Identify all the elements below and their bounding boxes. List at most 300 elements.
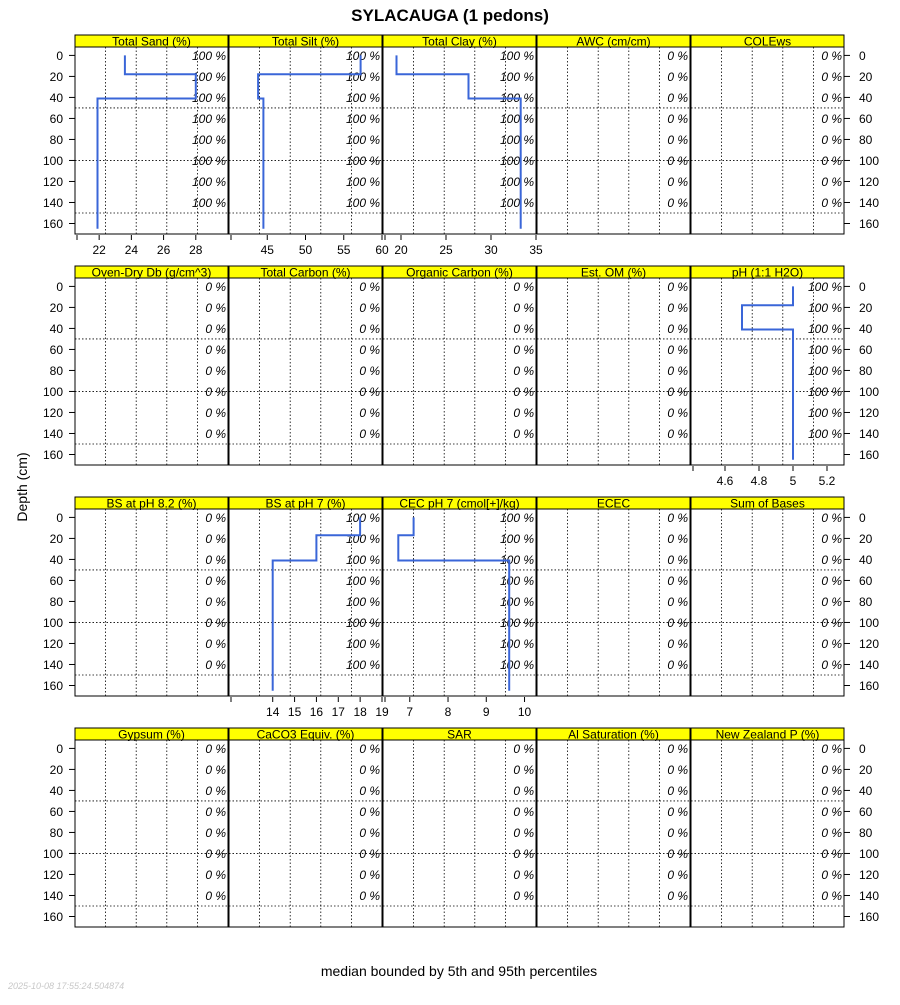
panel-strip-label: Total Clay (%) bbox=[422, 34, 497, 49]
pct-label: 0 % bbox=[667, 195, 688, 210]
pct-label: 100 % bbox=[191, 174, 226, 189]
pct-label: 0 % bbox=[205, 783, 226, 798]
panel-strip-label: COLEws bbox=[743, 34, 792, 49]
y-tick-label-right: 0 bbox=[859, 48, 866, 63]
pct-label: 100 % bbox=[499, 48, 534, 63]
pct-label: 0 % bbox=[667, 90, 688, 105]
y-tick-label-right: 100 bbox=[859, 846, 880, 861]
panel-strip-label: CaCO3 Equiv. (%) bbox=[256, 727, 355, 742]
pct-label: 0 % bbox=[205, 279, 226, 294]
pct-label: 0 % bbox=[513, 846, 534, 861]
y-tick-label: 20 bbox=[49, 762, 63, 777]
pct-label: 0 % bbox=[821, 804, 842, 819]
x-tick-label: 26 bbox=[156, 243, 171, 257]
pct-label: 0 % bbox=[667, 573, 688, 588]
y-tick-label-right: 80 bbox=[859, 363, 873, 378]
y-tick-label-right: 40 bbox=[859, 552, 873, 567]
pct-label: 0 % bbox=[821, 111, 842, 126]
pct-label: 0 % bbox=[667, 615, 688, 630]
x-tick-label: 55 bbox=[337, 243, 351, 257]
y-tick-label-right: 140 bbox=[859, 426, 880, 441]
pct-label: 0 % bbox=[667, 384, 688, 399]
pct-label: 0 % bbox=[359, 846, 380, 861]
y-tick-label: 0 bbox=[56, 48, 63, 63]
panel-strip-label: Est. OM (%) bbox=[580, 265, 647, 280]
panel-total-silt bbox=[229, 35, 389, 258]
pct-label: 0 % bbox=[667, 300, 688, 315]
y-tick-label: 100 bbox=[42, 384, 63, 399]
pct-label: 0 % bbox=[205, 888, 226, 903]
pct-label: 0 % bbox=[359, 321, 380, 336]
panel-strip-label: Total Sand (%) bbox=[112, 34, 191, 49]
panel-strip-label: New Zealand P (%) bbox=[715, 727, 820, 742]
pct-label: 100 % bbox=[499, 90, 534, 105]
pct-label: 100 % bbox=[191, 111, 226, 126]
y-tick-label: 0 bbox=[56, 510, 63, 525]
pct-label: 100 % bbox=[499, 657, 534, 672]
panel-strip-label: BS at pH 7 (%) bbox=[265, 496, 346, 511]
pct-label: 0 % bbox=[513, 762, 534, 777]
y-tick-label: 160 bbox=[42, 678, 63, 693]
pct-label: 0 % bbox=[667, 762, 688, 777]
pct-label: 0 % bbox=[821, 510, 842, 525]
y-tick-label-right: 80 bbox=[859, 594, 873, 609]
pct-label: 100 % bbox=[345, 132, 380, 147]
pct-label: 0 % bbox=[205, 867, 226, 882]
pct-label: 0 % bbox=[821, 657, 842, 672]
pct-label: 0 % bbox=[359, 384, 380, 399]
pct-label: 100 % bbox=[499, 531, 534, 546]
panel-strip-label: Organic Carbon (%) bbox=[406, 265, 513, 280]
y-tick-label-right: 40 bbox=[859, 90, 873, 105]
pct-label: 100 % bbox=[345, 636, 380, 651]
pct-label: 0 % bbox=[513, 342, 534, 357]
x-tick-label: 5.2 bbox=[818, 474, 836, 488]
pct-label: 0 % bbox=[205, 426, 226, 441]
pct-label: 0 % bbox=[205, 741, 226, 756]
pct-label: 0 % bbox=[667, 741, 688, 756]
pct-label: 0 % bbox=[667, 321, 688, 336]
pct-label: 100 % bbox=[345, 552, 380, 567]
pct-label: 0 % bbox=[667, 174, 688, 189]
panel-strip-label: AWC (cm/cm) bbox=[576, 34, 651, 49]
y-tick-label: 120 bbox=[42, 405, 63, 420]
y-tick-label: 0 bbox=[56, 279, 63, 294]
x-tick-label: 5 bbox=[789, 474, 797, 488]
y-tick-label: 60 bbox=[49, 573, 63, 588]
panel-strip-label: Oven-Dry Db (g/cm^3) bbox=[91, 265, 212, 280]
pct-label: 0 % bbox=[359, 300, 380, 315]
y-tick-label-right: 80 bbox=[859, 132, 873, 147]
y-tick-label-right: 0 bbox=[859, 741, 866, 756]
panel-grid bbox=[43, 35, 879, 928]
y-tick-label-right: 120 bbox=[859, 867, 880, 882]
pct-label: 0 % bbox=[359, 741, 380, 756]
pct-label: 0 % bbox=[359, 762, 380, 777]
y-tick-label-right: 120 bbox=[859, 636, 880, 651]
pct-label: 0 % bbox=[821, 594, 842, 609]
pct-label: 100 % bbox=[345, 573, 380, 588]
pct-label: 100 % bbox=[807, 342, 842, 357]
pct-label: 100 % bbox=[499, 510, 534, 525]
y-tick-label: 40 bbox=[49, 90, 63, 105]
pct-label: 0 % bbox=[205, 846, 226, 861]
x-tick-label: 14 bbox=[266, 705, 280, 719]
panel-strip-label: pH (1:1 H2O) bbox=[731, 265, 804, 280]
y-tick-label-right: 140 bbox=[859, 888, 880, 903]
pct-label: 100 % bbox=[807, 321, 842, 336]
x-tick-label: 10 bbox=[517, 705, 532, 719]
pct-label: 0 % bbox=[667, 804, 688, 819]
y-tick-label-right: 20 bbox=[859, 300, 873, 315]
pct-label: 0 % bbox=[205, 636, 226, 651]
panel-gypsum bbox=[43, 728, 228, 928]
pct-label: 0 % bbox=[513, 867, 534, 882]
y-tick-label: 100 bbox=[42, 846, 63, 861]
y-tick-label-right: 40 bbox=[859, 783, 873, 798]
x-tick-label: 35 bbox=[529, 243, 543, 257]
pct-label: 100 % bbox=[499, 153, 534, 168]
pct-label: 0 % bbox=[513, 279, 534, 294]
x-tick-label: 4.6 bbox=[716, 474, 734, 488]
panel-caco3-equiv bbox=[229, 728, 382, 928]
x-tick-label: 20 bbox=[394, 243, 408, 257]
pct-label: 0 % bbox=[513, 426, 534, 441]
pct-label: 0 % bbox=[205, 342, 226, 357]
pct-label: 0 % bbox=[821, 615, 842, 630]
pct-label: 100 % bbox=[345, 195, 380, 210]
y-tick-label-right: 160 bbox=[859, 216, 880, 231]
y-tick-label-right: 0 bbox=[859, 510, 866, 525]
panel-strip-label: BS at pH 8.2 (%) bbox=[106, 496, 197, 511]
pct-label: 0 % bbox=[513, 783, 534, 798]
pct-label: 0 % bbox=[667, 636, 688, 651]
pct-label: 100 % bbox=[345, 69, 380, 84]
pct-label: 0 % bbox=[667, 426, 688, 441]
pct-label: 0 % bbox=[205, 363, 226, 378]
pct-label: 0 % bbox=[821, 174, 842, 189]
y-tick-label-right: 80 bbox=[859, 825, 873, 840]
pct-label: 0 % bbox=[667, 552, 688, 567]
pct-label: 100 % bbox=[345, 90, 380, 105]
y-tick-label: 80 bbox=[49, 132, 63, 147]
pct-label: 0 % bbox=[513, 405, 534, 420]
pct-label: 100 % bbox=[499, 594, 534, 609]
y-tick-label: 80 bbox=[49, 363, 63, 378]
pct-label: 0 % bbox=[205, 615, 226, 630]
y-tick-label: 120 bbox=[42, 636, 63, 651]
y-tick-label-right: 20 bbox=[859, 531, 873, 546]
pct-label: 0 % bbox=[821, 846, 842, 861]
y-tick-label: 140 bbox=[42, 195, 63, 210]
panel-cec-ph-7-cmol-kg bbox=[383, 497, 536, 720]
y-tick-label: 40 bbox=[49, 552, 63, 567]
pct-label: 100 % bbox=[345, 615, 380, 630]
pct-label: 0 % bbox=[667, 132, 688, 147]
pct-label: 0 % bbox=[359, 363, 380, 378]
y-tick-label-right: 60 bbox=[859, 804, 873, 819]
panel-ecec bbox=[537, 497, 690, 697]
pct-label: 0 % bbox=[359, 405, 380, 420]
y-tick-label-right: 120 bbox=[859, 405, 880, 420]
pct-label: 0 % bbox=[821, 825, 842, 840]
y-tick-label: 20 bbox=[49, 531, 63, 546]
pct-label: 100 % bbox=[499, 573, 534, 588]
panel-est-om bbox=[537, 266, 690, 466]
y-tick-label-right: 100 bbox=[859, 384, 880, 399]
pct-label: 0 % bbox=[513, 888, 534, 903]
x-tick-label: 4.8 bbox=[750, 474, 768, 488]
y-tick-label: 160 bbox=[42, 909, 63, 924]
y-tick-label: 120 bbox=[42, 174, 63, 189]
pct-label: 100 % bbox=[345, 510, 380, 525]
pct-label: 0 % bbox=[667, 846, 688, 861]
panel-total-sand bbox=[43, 35, 228, 258]
pct-label: 0 % bbox=[205, 531, 226, 546]
pct-label: 0 % bbox=[821, 867, 842, 882]
pct-label: 100 % bbox=[807, 384, 842, 399]
pct-label: 100 % bbox=[191, 90, 226, 105]
panel-strip-label: Gypsum (%) bbox=[118, 727, 185, 742]
x-tick-label: 30 bbox=[484, 243, 498, 257]
pct-label: 0 % bbox=[667, 888, 688, 903]
panel-sum-of-bases bbox=[691, 497, 879, 697]
pct-label: 0 % bbox=[205, 552, 226, 567]
pct-label: 0 % bbox=[667, 111, 688, 126]
pct-label: 0 % bbox=[821, 573, 842, 588]
median-line bbox=[398, 517, 509, 690]
median-line bbox=[98, 55, 196, 228]
pct-label: 100 % bbox=[499, 69, 534, 84]
pct-label: 100 % bbox=[499, 174, 534, 189]
pct-label: 0 % bbox=[667, 363, 688, 378]
pct-label: 100 % bbox=[499, 195, 534, 210]
pct-label: 100 % bbox=[345, 657, 380, 672]
pct-label: 100 % bbox=[345, 153, 380, 168]
pct-label: 100 % bbox=[807, 405, 842, 420]
pct-label: 100 % bbox=[191, 153, 226, 168]
pct-label: 0 % bbox=[667, 657, 688, 672]
pct-label: 0 % bbox=[667, 69, 688, 84]
pct-label: 0 % bbox=[205, 657, 226, 672]
y-tick-label-right: 60 bbox=[859, 342, 873, 357]
panel-al-saturation bbox=[537, 728, 690, 928]
x-tick-label: 7 bbox=[406, 705, 414, 719]
panel-strip-label: SAR bbox=[447, 727, 472, 742]
pct-label: 0 % bbox=[821, 531, 842, 546]
y-tick-label-right: 20 bbox=[859, 762, 873, 777]
y-tick-label: 60 bbox=[49, 111, 63, 126]
panel-strip-label: Al Saturation (%) bbox=[568, 727, 659, 742]
y-tick-label-right: 120 bbox=[859, 174, 880, 189]
pct-label: 0 % bbox=[205, 594, 226, 609]
y-tick-label: 140 bbox=[42, 426, 63, 441]
chart-title: SYLACAUGA (1 pedons) bbox=[351, 6, 549, 25]
pct-label: 100 % bbox=[807, 300, 842, 315]
y-tick-label: 140 bbox=[42, 888, 63, 903]
x-tick-label: 9 bbox=[482, 705, 490, 719]
pct-label: 0 % bbox=[667, 279, 688, 294]
pct-label: 0 % bbox=[821, 153, 842, 168]
pct-label: 0 % bbox=[667, 531, 688, 546]
pct-label: 0 % bbox=[205, 762, 226, 777]
pct-label: 0 % bbox=[667, 510, 688, 525]
pct-label: 0 % bbox=[667, 867, 688, 882]
pct-label: 0 % bbox=[513, 741, 534, 756]
pct-label: 0 % bbox=[667, 342, 688, 357]
y-tick-label: 160 bbox=[42, 216, 63, 231]
pct-label: 0 % bbox=[821, 552, 842, 567]
panel-strip-label: CEC pH 7 (cmol[+]/kg) bbox=[399, 496, 520, 511]
x-tick-label: 15 bbox=[287, 705, 302, 719]
y-tick-label: 80 bbox=[49, 825, 63, 840]
pct-label: 0 % bbox=[821, 132, 842, 147]
x-axis-caption: median bounded by 5th and 95th percentiles bbox=[320, 963, 598, 979]
panel-total-carbon bbox=[229, 266, 382, 466]
panel-oven-dry-db-g-cm-3 bbox=[43, 266, 228, 466]
pct-label: 0 % bbox=[513, 300, 534, 315]
pct-label: 0 % bbox=[821, 90, 842, 105]
pct-label: 0 % bbox=[821, 636, 842, 651]
y-tick-label: 60 bbox=[49, 804, 63, 819]
x-tick-label: 25 bbox=[439, 243, 453, 257]
pct-label: 100 % bbox=[345, 594, 380, 609]
pct-label: 100 % bbox=[191, 48, 226, 63]
y-tick-label: 20 bbox=[49, 69, 63, 84]
pct-label: 0 % bbox=[359, 279, 380, 294]
pct-label: 0 % bbox=[821, 762, 842, 777]
x-tick-label: 22 bbox=[92, 243, 106, 257]
x-tick-label: 60 bbox=[375, 243, 389, 257]
x-tick-label: 28 bbox=[189, 243, 203, 257]
pct-label: 0 % bbox=[667, 405, 688, 420]
pct-label: 100 % bbox=[499, 132, 534, 147]
pct-label: 100 % bbox=[807, 363, 842, 378]
pct-label: 100 % bbox=[345, 111, 380, 126]
x-tick-label: 8 bbox=[444, 705, 452, 719]
pct-label: 100 % bbox=[191, 132, 226, 147]
pct-label: 0 % bbox=[359, 825, 380, 840]
pct-label: 100 % bbox=[345, 174, 380, 189]
pct-label: 0 % bbox=[821, 783, 842, 798]
y-tick-label-right: 100 bbox=[859, 615, 880, 630]
panel-strip-label: Total Silt (%) bbox=[271, 34, 340, 49]
y-tick-label: 100 bbox=[42, 615, 63, 630]
pct-label: 100 % bbox=[345, 531, 380, 546]
panel-organic-carbon bbox=[383, 266, 536, 466]
y-tick-label-right: 60 bbox=[859, 111, 873, 126]
pct-label: 0 % bbox=[821, 69, 842, 84]
panel-new-zealand-p bbox=[691, 728, 879, 928]
pct-label: 0 % bbox=[205, 510, 226, 525]
y-tick-label-right: 160 bbox=[859, 678, 880, 693]
panel-colews bbox=[691, 35, 879, 235]
y-tick-label-right: 140 bbox=[859, 195, 880, 210]
pct-label: 0 % bbox=[667, 783, 688, 798]
pct-label: 0 % bbox=[359, 867, 380, 882]
pct-label: 0 % bbox=[359, 804, 380, 819]
panel-awc-cm-cm bbox=[537, 35, 690, 235]
y-tick-label-right: 100 bbox=[859, 153, 880, 168]
y-tick-label: 80 bbox=[49, 594, 63, 609]
pct-label: 0 % bbox=[513, 384, 534, 399]
timestamp: 2025-10-08 17:55:24.504874 bbox=[8, 981, 125, 991]
y-tick-label-right: 40 bbox=[859, 321, 873, 336]
pct-label: 0 % bbox=[667, 48, 688, 63]
pct-label: 0 % bbox=[205, 384, 226, 399]
pct-label: 100 % bbox=[191, 69, 226, 84]
pct-label: 100 % bbox=[499, 615, 534, 630]
y-tick-label: 120 bbox=[42, 867, 63, 882]
panel-sar bbox=[383, 728, 536, 928]
x-tick-label: 18 bbox=[353, 705, 367, 719]
pct-label: 100 % bbox=[499, 111, 534, 126]
pct-label: 0 % bbox=[821, 741, 842, 756]
pct-label: 0 % bbox=[359, 342, 380, 357]
pct-label: 100 % bbox=[807, 279, 842, 294]
pct-label: 0 % bbox=[821, 48, 842, 63]
panel-strip-label: ECEC bbox=[596, 496, 631, 511]
pct-label: 0 % bbox=[205, 825, 226, 840]
x-tick-label: 17 bbox=[331, 705, 345, 719]
x-tick-label: 45 bbox=[260, 243, 274, 257]
median-line bbox=[742, 286, 793, 459]
x-tick-label: 19 bbox=[375, 705, 389, 719]
pct-label: 0 % bbox=[513, 363, 534, 378]
y-tick-label: 20 bbox=[49, 300, 63, 315]
pct-label: 100 % bbox=[499, 552, 534, 567]
y-tick-label-right: 140 bbox=[859, 657, 880, 672]
y-tick-label: 40 bbox=[49, 321, 63, 336]
x-tick-label: 24 bbox=[124, 243, 139, 257]
y-tick-label: 60 bbox=[49, 342, 63, 357]
panel-bs-at-ph-7 bbox=[229, 497, 389, 720]
y-tick-label-right: 160 bbox=[859, 447, 880, 462]
pct-label: 0 % bbox=[667, 153, 688, 168]
y-tick-label: 160 bbox=[42, 447, 63, 462]
panel-strip-label: Total Carbon (%) bbox=[260, 265, 351, 280]
y-tick-label-right: 20 bbox=[859, 69, 873, 84]
x-tick-label: 50 bbox=[298, 243, 313, 257]
panel-bs-at-ph-8-2 bbox=[43, 497, 228, 697]
pct-label: 0 % bbox=[513, 804, 534, 819]
panel-ph-1-1-h2o bbox=[691, 266, 879, 489]
panel-strip-label: Sum of Bases bbox=[730, 496, 805, 511]
pct-label: 100 % bbox=[807, 426, 842, 441]
y-axis-label: Depth (cm) bbox=[14, 452, 30, 522]
pct-label: 0 % bbox=[513, 321, 534, 336]
panel-total-clay bbox=[383, 35, 543, 258]
y-tick-label: 40 bbox=[49, 783, 63, 798]
pct-label: 0 % bbox=[821, 888, 842, 903]
y-tick-label-right: 60 bbox=[859, 573, 873, 588]
pct-label: 0 % bbox=[205, 321, 226, 336]
x-tick-label: 16 bbox=[309, 705, 324, 719]
pct-label: 0 % bbox=[821, 195, 842, 210]
pct-label: 0 % bbox=[359, 426, 380, 441]
pct-label: 0 % bbox=[359, 783, 380, 798]
y-tick-label-right: 160 bbox=[859, 909, 880, 924]
pct-label: 0 % bbox=[205, 405, 226, 420]
pct-label: 100 % bbox=[499, 636, 534, 651]
pct-label: 100 % bbox=[345, 48, 380, 63]
pct-label: 0 % bbox=[667, 825, 688, 840]
pct-label: 0 % bbox=[205, 573, 226, 588]
pct-label: 0 % bbox=[359, 888, 380, 903]
y-tick-label: 140 bbox=[42, 657, 63, 672]
pct-label: 0 % bbox=[667, 594, 688, 609]
pct-label: 0 % bbox=[205, 804, 226, 819]
